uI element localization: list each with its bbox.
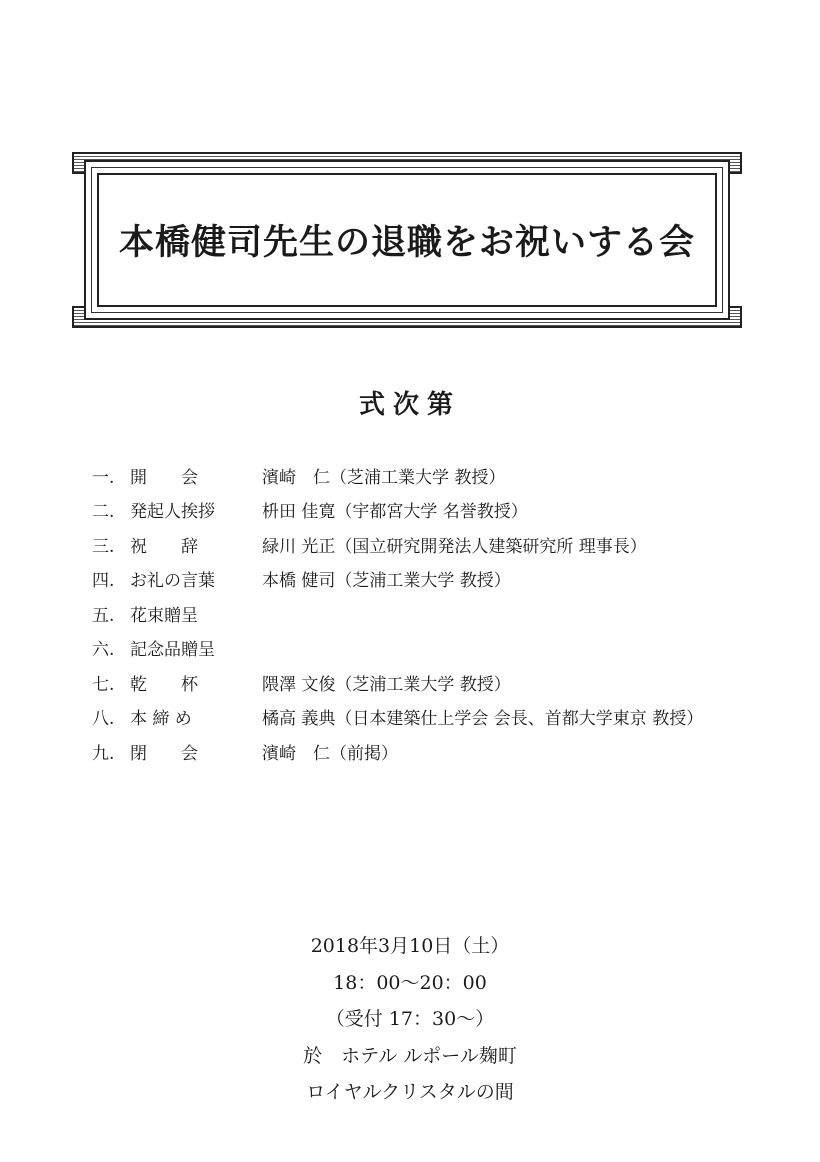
- program-item: 閉 会: [130, 743, 198, 764]
- program-list: [92, 458, 792, 769]
- title-frame: [84, 160, 730, 320]
- event-room: ロイヤルクリスタルの間: [306, 1081, 514, 1103]
- program-person: 橘高 義典（日本建築仕上学会 会長、首都大学東京 教授）: [262, 709, 704, 730]
- program-heading: 式次第: [358, 390, 461, 420]
- title-banner: [72, 152, 742, 328]
- program-number: 六.: [92, 640, 115, 661]
- program-person: 緑川 光正（国立研究開発法人建築研究所 理事長）: [262, 536, 647, 557]
- program-person: 濱崎 仁（前掲）: [262, 743, 398, 764]
- program-number: 七.: [92, 674, 115, 695]
- program-person: 枡田 佳寛（宇都宮大学 名誉教授）: [262, 502, 528, 523]
- title-frame-inner: [97, 173, 717, 307]
- program-item: 乾 杯: [130, 674, 198, 695]
- program-item: 本 締 め: [130, 709, 192, 730]
- event-details: [0, 928, 820, 1111]
- event-venue: 於 ホテル ルポール麹町: [303, 1044, 517, 1067]
- program-item: 花束贈呈: [130, 605, 198, 626]
- program-person: 本橋 健司（芝浦工業大学 教授）: [262, 571, 511, 592]
- program-row: [92, 596, 792, 631]
- program-row: [92, 493, 792, 528]
- program-person: 濱崎 仁（芝浦工業大学 教授）: [262, 467, 506, 488]
- program-item: お礼の言葉: [130, 571, 215, 592]
- program-number: 五.: [92, 605, 115, 626]
- program-item: 開 会: [130, 467, 198, 488]
- program-row: [92, 527, 792, 562]
- program-item: 祝 辞: [130, 536, 198, 557]
- reception-time: （受付 17：30〜）: [325, 1008, 495, 1030]
- program-item: 記念品贈呈: [130, 640, 215, 661]
- event-time: 18：00〜20：00: [333, 971, 487, 994]
- event-date: 2018年3月10日（土）: [310, 935, 510, 957]
- program-number: 八.: [92, 709, 115, 730]
- program-row: [92, 458, 792, 493]
- program-number: 一.: [92, 467, 115, 488]
- program-row: [92, 631, 792, 666]
- event-title: 本橋健司先生の退職をお祝いする会: [118, 222, 695, 263]
- program-row: [92, 734, 792, 769]
- program-row: [92, 562, 792, 597]
- program-number: 三.: [92, 536, 115, 557]
- program-row: [92, 700, 792, 735]
- program-item: 発起人挨拶: [130, 502, 215, 523]
- program-number: 四.: [92, 571, 115, 592]
- program-row: [92, 665, 792, 700]
- program-number: 二.: [92, 502, 115, 523]
- program-number: 九.: [92, 743, 115, 764]
- program-person: 隈澤 文俊（芝浦工業大学 教授）: [262, 674, 511, 695]
